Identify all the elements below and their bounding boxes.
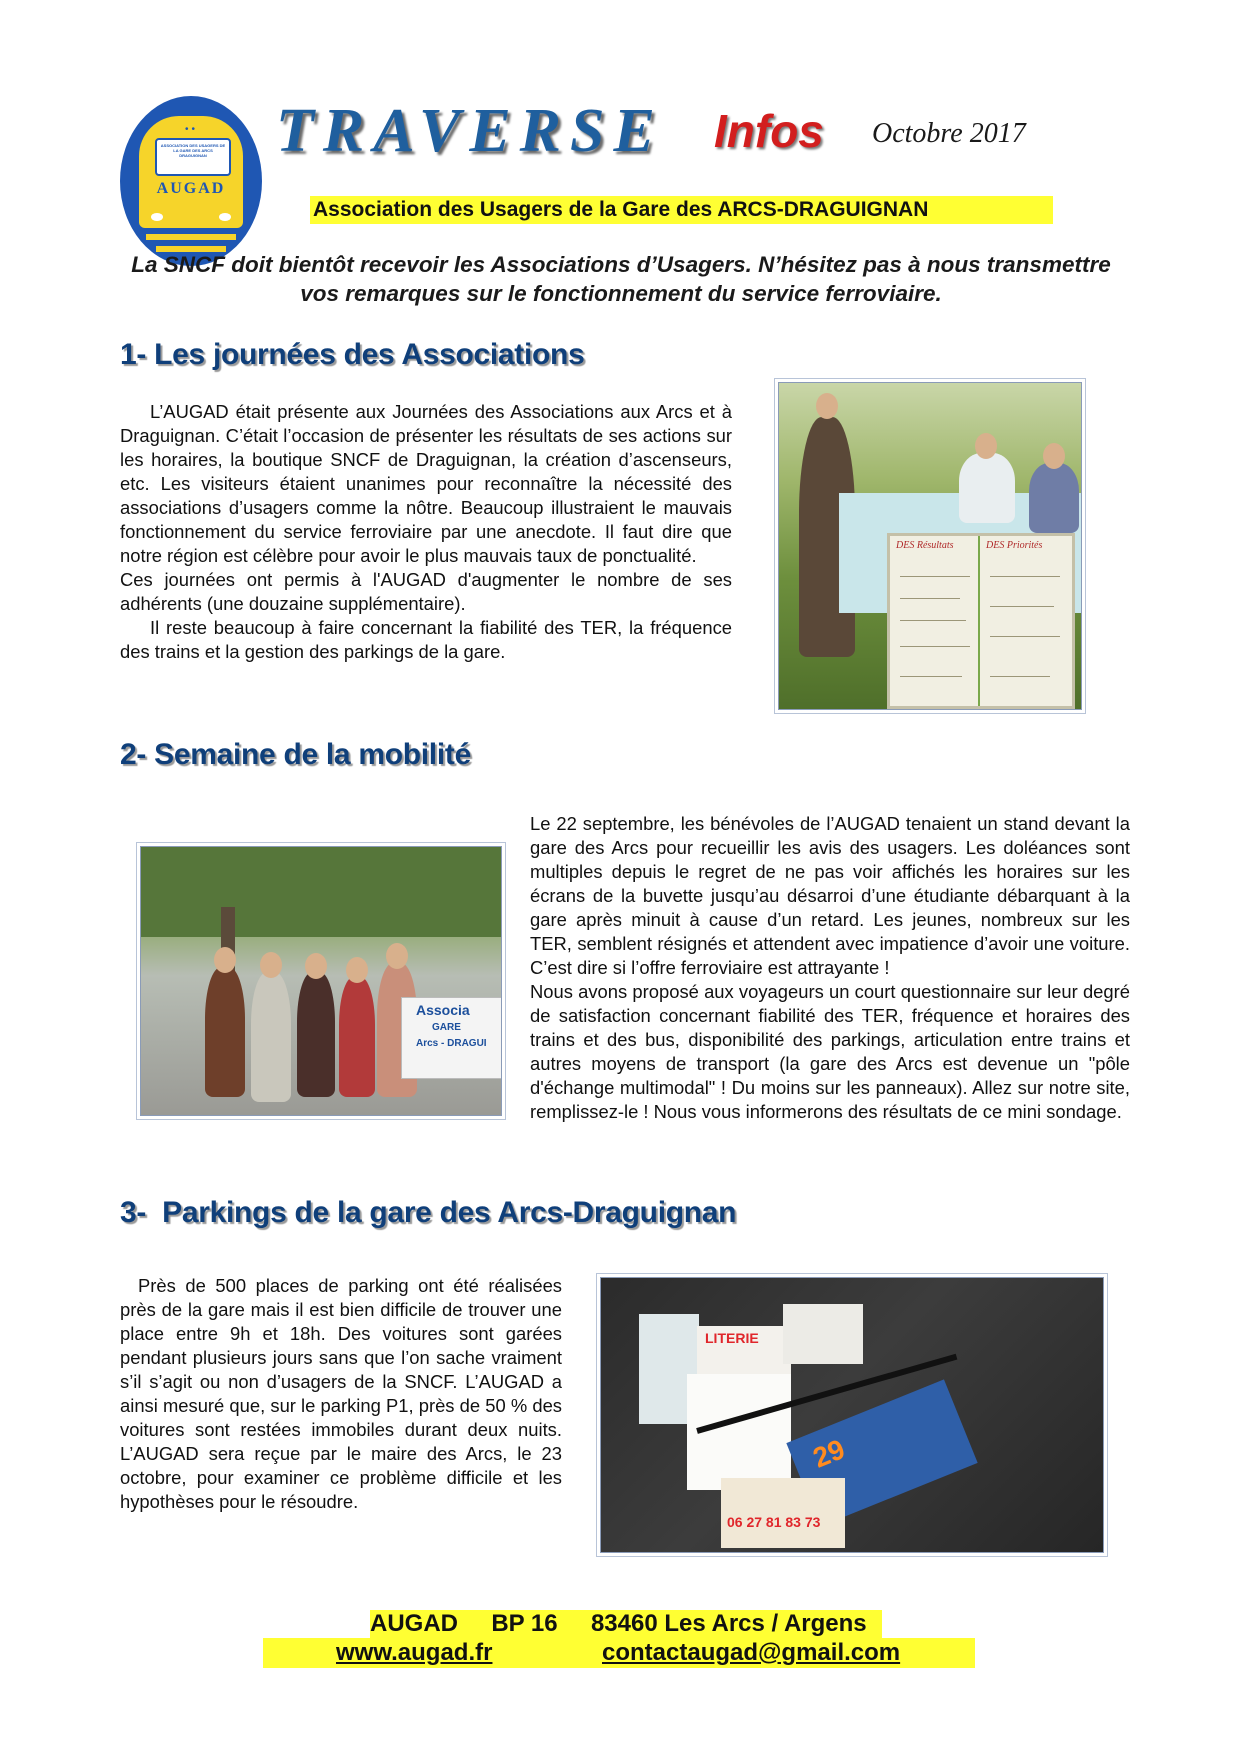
section-1-paragraph: Ces journées ont permis à l'AUGAD d'augmenter le nombre de ses adhérents (une douzaine supplémentaire). [120, 569, 732, 614]
train-shape [139, 116, 243, 228]
board-writing [900, 598, 960, 599]
receipt-paper [783, 1304, 863, 1364]
board-writing [990, 606, 1054, 607]
train-window [155, 138, 231, 176]
intro-text: La SNCF doit bientôt recevoir les Associations d’Usagers. N’hésitez pas à nous transmettre vos remarques sur le fonctionnement du service ferroviaire. [131, 252, 1111, 306]
section-1-paragraph: Il reste beaucoup à faire concernant la fiabilité des TER, la fréquence des trains et la gestion des parkings de la gare. [120, 617, 732, 662]
person-figure [297, 972, 335, 1097]
train-headlight-right [219, 213, 231, 221]
person-figure [251, 972, 291, 1102]
section-2-paragraph: Le 22 septembre, les bénévoles de l’AUGAD tenaient un stand devant la gare des Arcs pour recueillir les avis des usagers. Les doléances sont multiples depuis le regret de ne pas voir affichés les horaires sur les écrans de la buvette jusqu’au désarroi d’une étudiante débarquant à la gare après minuit à cause d’un retard. Les jeunes, nombreux sur les TER, semblent résignés et attendent avec impatience d’avoir une voiture. C’est dire si l’offre ferroviaire est attrayante ! [530, 813, 1130, 978]
train-headlight-left [151, 213, 163, 221]
section-3-paragraph: Près de 500 places de parking ont été réalisées près de la gare mais il est bien difficile de trouver une place entre 9h et 18h. Des voitures sont garées pendant plusieurs jours sans que l’on sache vraiment s’il s’agit ou non d’usagers de la SNCF. L’AUGAD a ainsi mesuré que, sur le parking P1, près de 50 % des voitures sont restées immobiles durant deux nuits. L’AUGAD sera reçue par le maire des Arcs, le 23 octobre, pour examiner ce problème difficile et les hypothèses pour le résoudre. [120, 1275, 562, 1512]
association-name: Association des Usagers de la Gare des ARCS-DRAGUIGNAN [310, 196, 1053, 224]
website-link[interactable]: www.augad.fr [336, 1639, 493, 1666]
newsletter-title-suffix: Infos [714, 105, 824, 157]
board-divider [978, 536, 980, 706]
section-2-paragraph: Nous avons proposé aux voyageurs un court questionnaire sur leur degré de satisfaction concernant fiabilité des TER, fréquence et horaires des trains et des bus, disponibilité des parkings, articulation entre trains et autres moyens de transport (la gare des Arcs est devenue un "pôle d'échange multimodal" ! Du moins sur les panneaux). Allez sur notre site, remplissez-le ! Nous vous informerons des résultats de ce mini sondage. [530, 981, 1130, 1122]
section-1-paragraph: L’AUGAD était présente aux Journées des Associations aux Arcs et à Draguignan. C’était l’occasion de présenter les résultats de ses actions sur les horaires, la boutique SNCF de Draguignan, la création d’ascenseurs, etc. Les visiteurs étaient unanimes pour reconnaître la nécessité des associations d’usagers comme la nôtre. Beaucoup illustraient le mauvais fonctionnement du service ferroviaire par une anecdote. Il faut dire que notre région est célèbre pour avoir le plus mauvais taux de ponctualité. [120, 401, 732, 566]
augad-logo [120, 96, 262, 266]
board-right-title: DES Priorités [986, 540, 1043, 551]
logo-small-text: ASSOCIATION DES USAGERS DE LA GARE DES ARCS DRAGUIGNAN [160, 143, 226, 158]
person-head [214, 947, 236, 973]
promo-number: 29 [808, 1433, 850, 1474]
person-head [816, 393, 838, 419]
section-1-heading: 1- Les journées des Associations [120, 338, 585, 371]
train-lights-top: •• [185, 124, 199, 135]
banner-text: Arcs - DRAGUI [416, 1038, 487, 1049]
board-writing [900, 620, 966, 621]
board-writing [900, 576, 970, 577]
person-head [1043, 443, 1065, 469]
flyer-title: LITERIE [705, 1330, 759, 1346]
person-figure [339, 977, 375, 1097]
email-link[interactable]: contactaugad@gmail.com [602, 1639, 901, 1666]
person-figure [205, 967, 245, 1097]
tree-canopy [141, 847, 501, 937]
photo-mobility-stand [140, 846, 502, 1116]
footer-address: AUGAD BP 16 83460 Les Arcs / Argens [370, 1610, 882, 1638]
board-writing [990, 676, 1050, 677]
rail-line [146, 234, 236, 240]
section-2-heading: 2- Semaine de la mobilité [120, 738, 471, 771]
board-writing [990, 576, 1060, 577]
board-writing [900, 676, 962, 677]
person-figure [1029, 463, 1079, 533]
person-head [975, 433, 997, 459]
person-head [386, 943, 408, 969]
person-figure [959, 453, 1015, 523]
phone-flyer [721, 1478, 845, 1548]
person-head [346, 957, 368, 983]
logo-name: AUGAD [156, 180, 226, 197]
photo-parked-car-flyers [600, 1277, 1104, 1553]
section-1-body [120, 400, 732, 664]
section-3-body [120, 1274, 562, 1514]
issue-date: Octobre 2017 [872, 118, 1026, 149]
photo-associations-fair [778, 382, 1082, 710]
association-banner [401, 997, 502, 1079]
section-3-heading: 3- Parkings de la gare des Arcs-Draguignan [120, 1196, 737, 1229]
results-board [887, 533, 1075, 709]
board-left-title: DES Résultats [896, 540, 954, 551]
section-2-body [530, 812, 1130, 1124]
banner-text: GARE [432, 1022, 461, 1033]
footer-contact-band [263, 1638, 975, 1668]
board-writing [990, 636, 1060, 637]
person-head [260, 952, 282, 978]
person-head [305, 953, 327, 979]
flyer-phone: 06 27 81 83 73 [727, 1514, 821, 1530]
board-writing [900, 646, 970, 647]
banner-text: Associa [416, 1002, 470, 1018]
newsletter-title: TRAVERSE [276, 97, 664, 165]
